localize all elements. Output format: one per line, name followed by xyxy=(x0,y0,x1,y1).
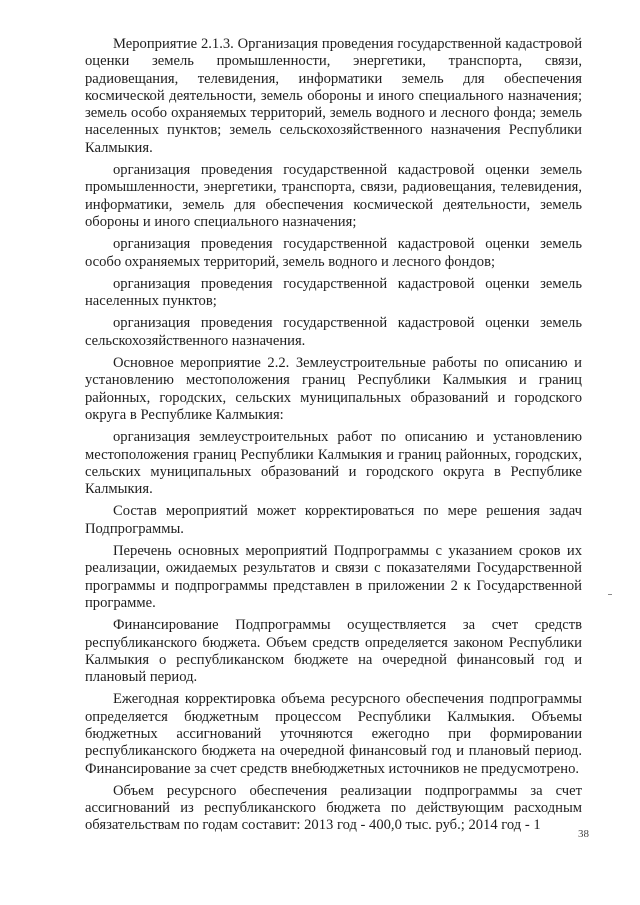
paragraph-item-land-survey: организация землеустроительных работ по описанию и установлению местоположения границ Республики Калмыкия и границ районных, городских, сельских муниципальных образований и городского округа в Республике Калмыкия. xyxy=(85,429,582,498)
paragraph-item-protected-lands: организация проведения государственной кадастровой оценки земель особо охраняемых территорий, земель водного и лесного фондов; xyxy=(85,236,582,270)
paragraph-measures-list: Перечень основных мероприятий Подпрограммы с указанием сроков их реализации, ожидаемых результатов и связи с показателями Государственной программы и подпрограммы представлен в приложении 2 к Государственной программе. xyxy=(85,543,582,611)
paragraph-measure-2-2: Основное мероприятие 2.2. Землеустроительные работы по описанию и установлению местоположения границ Республики Калмыкия и границ районных, городских, сельских муниципальных образований и городского округа в Республике Калмыкия: xyxy=(85,355,582,423)
paragraph-item-agricultural-lands: организация проведения государственной кадастровой оценки земель сельскохозяйственного назначения. xyxy=(85,315,582,349)
document-body xyxy=(85,36,582,835)
paragraph-composition: Состав мероприятий может корректироваться по мере решения задач Подпрограммы. xyxy=(85,503,582,537)
paragraph-resource-volume: Объем ресурсного обеспечения реализации подпрограммы за счет ассигнований из республиканского бюджета по действующим расходным обязательствам по годам составит: 2013 год - 400,0 тыс. руб.; 2014 год - 1 xyxy=(85,782,582,834)
scan-mark xyxy=(608,594,612,595)
page-number: 38 xyxy=(578,828,589,840)
paragraph-item-settlement-lands: организация проведения государственной кадастровой оценки земель населенных пунктов; xyxy=(85,275,582,310)
paragraph-financing: Финансирование Подпрограммы осуществляется за счет средств республиканского бюджета. Объем средств определяется законом Республики Калмыкия о республиканском бюджете на очередной финансовый год и плановый период. xyxy=(85,617,582,686)
paragraph-item-industry-lands: организация проведения государственной кадастровой оценки земель промышленности, энергетики, транспорта, связи, радиовещания, телевидения, информатики, земель для обеспечения космической деятельности, земель обороны и иного специального назначения; xyxy=(85,162,582,230)
paragraph-annual-adjustment: Ежегодная корректировка объема ресурсного обеспечения подпрограммы определяется бюджетным процессом Республики Калмыкия. Объемы бюджетных ассигнований уточняются ежегодно при формировании республиканского бюджета на очередной финансовый год и плановый период. Финансирование за счет средств внебюджетных источников не предусмотрено. xyxy=(85,691,582,777)
paragraph-measure-2-1-3: Мероприятие 2.1.3. Организация проведения государственной кадастровой оценки земель промышленности, энергетики, транспорта, связи, радиовещания, телевидения, информатики земель для обеспечения космической деятельности, земель обороны и иного специального назначения; земель особо охраняемых территорий, земель водного и лесного фонда; земель населенных пунктов; земель сельскохозяйственного назначения Республики Калмыкия. xyxy=(85,36,582,156)
